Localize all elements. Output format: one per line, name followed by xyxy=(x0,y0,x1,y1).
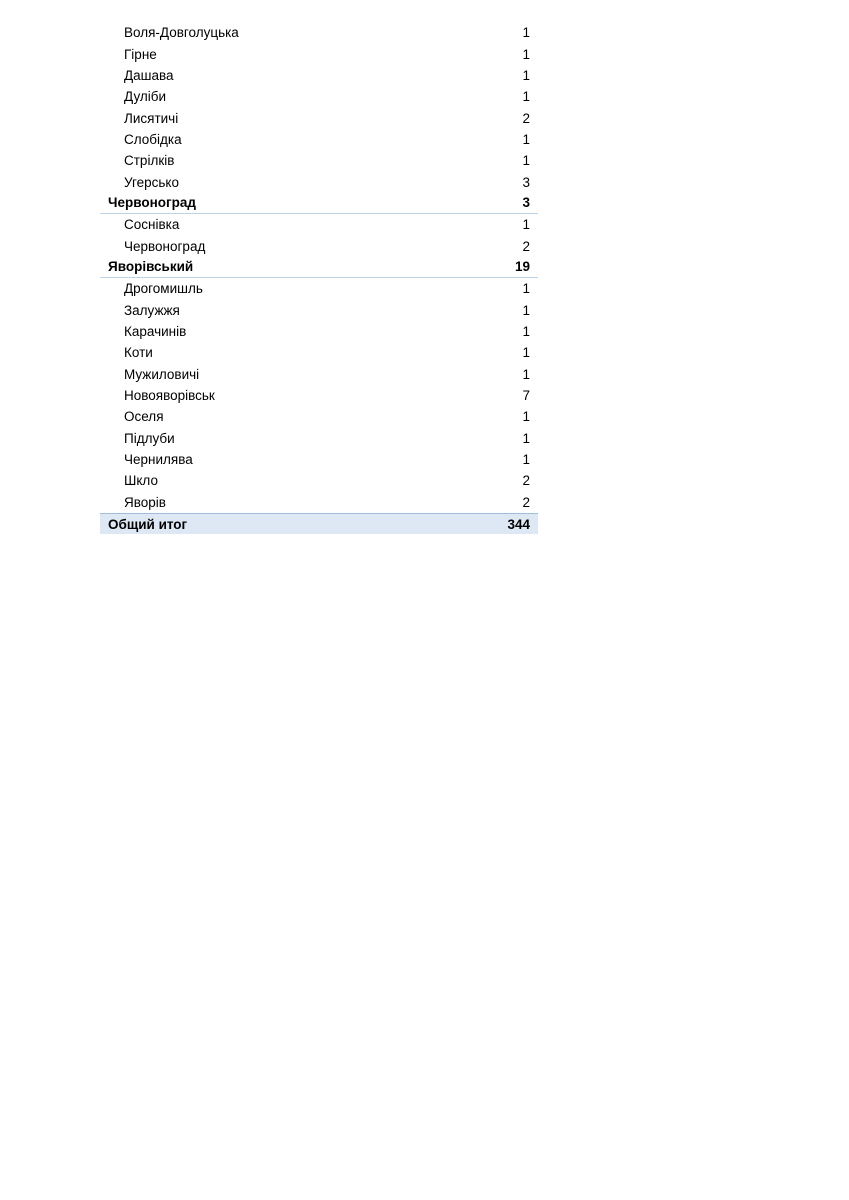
row-label: Воля-Довголуцька xyxy=(124,25,239,41)
row-count: 1 xyxy=(522,452,530,468)
row-label: Коти xyxy=(124,345,153,361)
row-count: 3 xyxy=(522,174,530,190)
table-row xyxy=(100,171,538,192)
row-count: 19 xyxy=(514,259,530,275)
row-count: 1 xyxy=(522,281,530,297)
group-row xyxy=(100,193,538,214)
row-label: Червоноград xyxy=(108,195,196,211)
table-row xyxy=(100,299,538,320)
grand-total-row xyxy=(100,513,538,534)
row-label: Дашава xyxy=(124,67,174,83)
table-row xyxy=(100,22,538,43)
row-label: Дуліби xyxy=(124,89,167,105)
row-label: Карачинів xyxy=(124,323,187,339)
table-row xyxy=(100,235,538,256)
row-count: 1 xyxy=(522,430,530,446)
table-row xyxy=(100,86,538,107)
row-count: 3 xyxy=(522,195,530,211)
row-count: 1 xyxy=(522,345,530,361)
table-row xyxy=(100,449,538,470)
row-count: 1 xyxy=(522,366,530,382)
row-label: Слобідка xyxy=(124,131,182,147)
row-label: Соснівка xyxy=(124,217,180,233)
row-label: Лисятичі xyxy=(124,110,179,126)
row-count: 1 xyxy=(522,89,530,105)
row-count: 1 xyxy=(522,67,530,83)
row-label: Чернилява xyxy=(124,452,193,468)
row-count: 1 xyxy=(522,409,530,425)
row-count: 1 xyxy=(522,302,530,318)
row-label: Дрогомишль xyxy=(124,281,203,297)
table-row xyxy=(100,470,538,491)
table-row xyxy=(100,214,538,235)
row-label: Яворів xyxy=(124,494,166,510)
table-row xyxy=(100,129,538,150)
table-row xyxy=(100,65,538,86)
row-count: 1 xyxy=(522,323,530,339)
row-label: Угерсько xyxy=(124,174,179,190)
table-row xyxy=(100,364,538,385)
row-count: 7 xyxy=(522,388,530,404)
row-count: 1 xyxy=(522,131,530,147)
row-label: Мужиловичі xyxy=(124,366,200,382)
row-count: 1 xyxy=(522,153,530,169)
grand-total-label: Общий итог xyxy=(108,516,188,532)
table-row xyxy=(100,321,538,342)
row-label: Залужжя xyxy=(124,302,180,318)
row-count: 2 xyxy=(522,110,530,126)
grand-total-value: 344 xyxy=(507,516,530,532)
row-label: Яворівський xyxy=(108,259,194,275)
row-label: Стрілків xyxy=(124,153,175,169)
table-row xyxy=(100,107,538,128)
table-row xyxy=(100,385,538,406)
pivot-table xyxy=(100,22,538,534)
row-count: 1 xyxy=(522,46,530,62)
row-count: 2 xyxy=(522,494,530,510)
row-count: 1 xyxy=(522,25,530,41)
group-row xyxy=(100,257,538,278)
row-label: Червоноград xyxy=(124,238,206,254)
row-count: 1 xyxy=(522,217,530,233)
row-count: 2 xyxy=(522,473,530,489)
row-label: Оселя xyxy=(124,409,164,425)
table-row xyxy=(100,406,538,427)
table-row xyxy=(100,342,538,363)
table-row xyxy=(100,43,538,64)
table-row xyxy=(100,278,538,299)
table-row xyxy=(100,492,538,513)
table-row xyxy=(100,150,538,171)
row-label: Гірне xyxy=(124,46,157,62)
row-label: Новояворівськ xyxy=(124,388,215,404)
row-label: Шкло xyxy=(124,473,158,489)
row-count: 2 xyxy=(522,238,530,254)
table-row xyxy=(100,428,538,449)
row-label: Підлуби xyxy=(124,430,175,446)
